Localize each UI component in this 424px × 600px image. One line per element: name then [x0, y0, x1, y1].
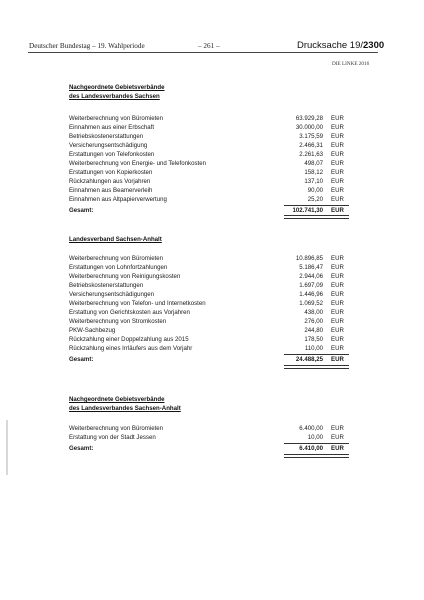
row-label: Weiterberechnung von Reinigungskosten	[69, 273, 181, 280]
row-amount: 438,00	[304, 309, 323, 316]
row-label: Erstattung von der Stadt Jessen	[69, 434, 156, 441]
row-label: Rückzahlung eines Irrläufers aus dem Vorjahr	[69, 345, 193, 352]
row-currency: EUR	[331, 169, 344, 176]
table-row	[69, 425, 350, 434]
row-amount: 498,07	[304, 160, 323, 167]
header-rule	[28, 52, 378, 53]
table-row	[69, 309, 350, 318]
table-row	[69, 336, 350, 345]
document-prefix: Drucksache 19/	[297, 40, 364, 51]
row-currency: EUR	[331, 124, 344, 131]
row-currency: EUR	[331, 273, 344, 280]
row-currency: EUR	[331, 142, 344, 149]
row-amount: 63.929,28	[295, 115, 323, 122]
row-label: Rückzahlung einer Doppelzahlung aus 2015	[69, 336, 189, 343]
total-amount: 6.410,00	[299, 445, 323, 452]
total-amount: 24.488,25	[295, 356, 323, 363]
row-label: Erstattungen von Kopierkosten	[69, 169, 153, 176]
row-currency: EUR	[331, 327, 344, 334]
row-currency: EUR	[331, 187, 344, 194]
row-label: Erstattung von Gerichtskosten aus Vorjahren	[69, 309, 190, 316]
section-title-line: des Landesverbandes Sachsen-Anhalt	[69, 404, 181, 412]
total-label: Gesamt:	[69, 445, 94, 452]
table-row	[69, 160, 350, 169]
row-currency: EUR	[331, 160, 344, 167]
row-currency: EUR	[331, 196, 344, 203]
row-amount: 2.261,63	[299, 151, 323, 158]
row-currency: EUR	[331, 291, 344, 298]
row-amount: 1.069,52	[299, 300, 323, 307]
row-currency: EUR	[331, 178, 344, 185]
row-label: Rückzahlungen aus Vorjahren	[69, 178, 151, 185]
section-title	[69, 236, 162, 245]
table-row	[69, 178, 350, 187]
table-row	[69, 434, 350, 443]
table-row	[69, 327, 350, 336]
table-row	[69, 300, 350, 309]
row-amount: 178,50	[304, 336, 323, 343]
row-amount: 10,00	[307, 434, 323, 441]
row-currency: EUR	[331, 282, 344, 289]
row-label: Versicherungsentschädigungen	[69, 291, 155, 298]
row-amount: 137,10	[304, 178, 323, 185]
row-label: Einnahmen aus Altpapierverwertung	[69, 196, 167, 203]
row-amount: 10.896,85	[295, 255, 323, 262]
row-label: Weiterberechnung von Büromieten	[69, 425, 164, 432]
row-label: Erstattungen von Telefonkosten	[69, 151, 155, 158]
section-title	[69, 84, 165, 101]
table-row	[69, 345, 350, 354]
section-title-line: Landesverband Sachsen-Anhalt	[69, 236, 162, 243]
subtotal-rule	[284, 443, 349, 444]
table-row	[69, 115, 350, 124]
header-parliament: Deutscher Bundestag – 19. Wahlperiode	[29, 42, 145, 50]
row-currency: EUR	[331, 151, 344, 158]
row-currency: EUR	[331, 309, 344, 316]
total-label: Gesamt:	[69, 207, 94, 214]
table-row	[69, 318, 350, 327]
table-row	[69, 196, 350, 205]
row-amount: 2.466,31	[299, 142, 323, 149]
row-label: Einnahmen aus einer Erbschaft	[69, 124, 155, 131]
row-currency: EUR	[331, 255, 344, 262]
table-row	[69, 255, 350, 264]
row-amount: 30.000,00	[295, 124, 323, 131]
section-title-line: des Landesverbandes Sachsen	[69, 92, 160, 100]
total-currency: EUR	[331, 445, 344, 452]
section-title-line: Nachgeordnete Gebietsverbände	[69, 84, 165, 91]
table-row	[69, 264, 350, 273]
total-label: Gesamt:	[69, 356, 94, 363]
row-amount: 2.944,06	[299, 273, 323, 280]
table-row	[69, 124, 350, 133]
row-currency: EUR	[331, 318, 344, 325]
row-amount: 110,00	[304, 345, 323, 352]
row-currency: EUR	[331, 264, 344, 271]
row-label: Erstattungen von Lohnfortzahlungen	[69, 264, 168, 271]
table-row	[69, 187, 350, 196]
total-row	[69, 445, 350, 454]
document-number	[297, 40, 384, 51]
row-amount: 276,00	[304, 318, 323, 325]
table-row	[69, 282, 350, 291]
total-double-rule	[284, 454, 349, 458]
table-row	[69, 291, 350, 300]
row-label: Versicherungsentschädigung	[69, 142, 148, 149]
party-label: DIE LINKE 2016	[332, 61, 370, 67]
total-double-rule	[284, 215, 349, 219]
total-amount: 102.741,30	[292, 207, 323, 214]
document-number-bold: 2300	[363, 40, 385, 51]
row-label: Weiterberechnung von Energie- und Telefonkosten	[69, 160, 206, 167]
row-amount: 158,12	[304, 169, 323, 176]
row-currency: EUR	[331, 425, 344, 432]
row-amount: 5.186,47	[299, 264, 323, 271]
row-label: Einnahmen aus Beamerverleih	[69, 187, 153, 194]
row-label: Betriebskostenerstattungen	[69, 282, 144, 289]
row-amount: 1.446,96	[299, 291, 323, 298]
row-currency: EUR	[331, 336, 344, 343]
row-amount: 90,00	[307, 187, 323, 194]
table-row	[69, 273, 350, 282]
subtotal-rule	[284, 354, 349, 355]
row-label: Weiterberechnung von Büromieten	[69, 255, 164, 262]
section-title-line: Nachgeordnete Gebietsverbände	[69, 396, 165, 403]
subtotal-rule	[284, 205, 349, 206]
row-amount: 3.175,59	[299, 133, 323, 140]
row-currency: EUR	[331, 300, 344, 307]
scan-margin-shadow	[6, 420, 8, 475]
row-currency: EUR	[331, 115, 344, 122]
row-label: Weiterberechnung von Büromieten	[69, 115, 164, 122]
total-double-rule	[284, 365, 349, 369]
table-row	[69, 133, 350, 142]
table-row	[69, 169, 350, 178]
section-title	[69, 396, 181, 413]
total-row	[69, 356, 350, 365]
row-amount: 244,80	[304, 327, 323, 334]
row-amount: 1.697,09	[299, 282, 323, 289]
row-label: Weiterberechnung von Stromkosten	[69, 318, 167, 325]
row-label: Betriebskostenerstattungen	[69, 133, 144, 140]
row-amount: 25,20	[307, 196, 323, 203]
row-currency: EUR	[331, 345, 344, 352]
total-currency: EUR	[331, 356, 344, 363]
row-amount: 6.400,00	[299, 425, 323, 432]
page-number: – 261 –	[198, 42, 220, 50]
row-label: Weiterberechnung von Telefon- und Internetkosten	[69, 300, 206, 307]
table-row	[69, 151, 350, 160]
row-currency: EUR	[331, 434, 344, 441]
total-currency: EUR	[331, 207, 344, 214]
row-label: PKW-Sachbezug	[69, 327, 116, 334]
row-currency: EUR	[331, 133, 344, 140]
table-row	[69, 142, 350, 151]
